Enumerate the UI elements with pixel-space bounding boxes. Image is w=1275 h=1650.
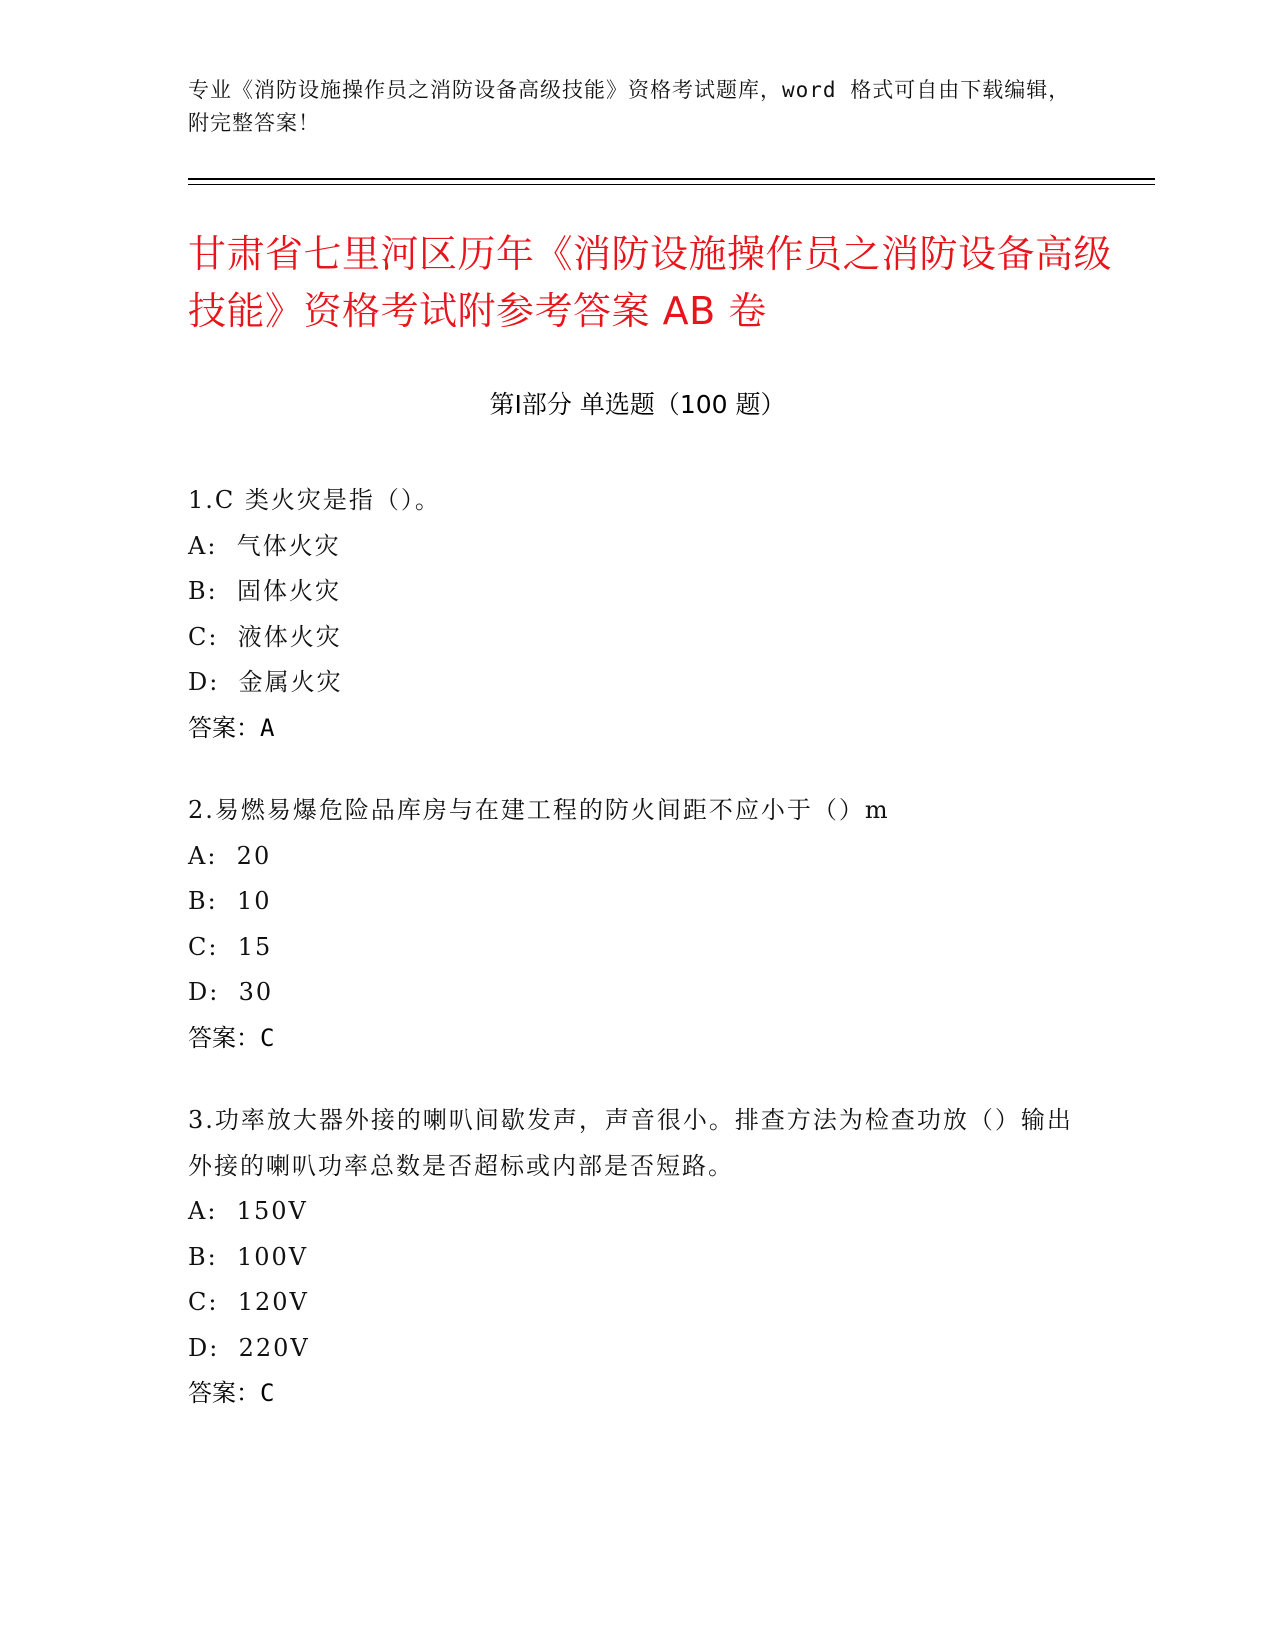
document-title: 甘肃省七里河区历年《消防设施操作员之消防设备高级技能》资格考试附参考答案 AB 卷 [188, 232, 1113, 333]
header-note: 专业《消防设施操作员之消防设备高级技能》资格考试题库，word 格式可自由下载编辑，附完整答案！ [188, 78, 1071, 135]
answer-label: 答案：C [188, 1379, 275, 1407]
question-stem: 1.C 类火灾是指（）。 [188, 486, 441, 514]
option-a: A: 20 [188, 841, 272, 870]
answer-label: 答案：A [188, 713, 275, 742]
question-stem: 2.易燃易爆危险品库房与在建工程的防火间距不应小于（）m [188, 796, 890, 824]
question-2 [188, 788, 1088, 1061]
option-d: D: 金属火灾 [188, 668, 343, 696]
question-list [188, 478, 1088, 1454]
question-1 [188, 478, 1088, 751]
option-c: C: 液体火灾 [188, 622, 342, 651]
question-3 [188, 1098, 1088, 1417]
section-heading: 第Ⅰ部分 单选题（100 题） [489, 390, 786, 419]
option-c: C: 15 [188, 932, 273, 961]
option-b: B: 固体火灾 [188, 577, 341, 605]
option-b: B: 10 [188, 887, 272, 915]
option-c: C: 120V [188, 1288, 309, 1316]
question-stem: 3.功率放大器外接的喇叭间歇发声，声音很小。排查方法为检查功放（）输出外接的喇叭功率总数是否超标或内部是否短路。 [188, 1106, 1073, 1180]
answer-label: 答案：C [188, 1023, 275, 1052]
header-divider-thick [188, 178, 1155, 180]
option-a: A: 气体火灾 [188, 531, 341, 560]
header-divider-thin [188, 184, 1155, 185]
option-b: B: 100V [188, 1242, 309, 1271]
option-a: A: 150V [188, 1197, 308, 1225]
option-d: D: 30 [188, 978, 274, 1006]
option-d: D: 220V [188, 1333, 310, 1362]
